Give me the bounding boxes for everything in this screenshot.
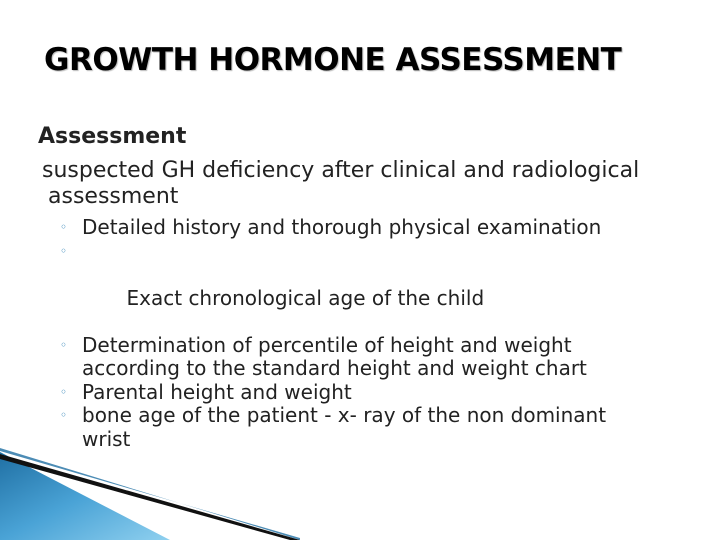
bullet-marker-icon: ◦ — [60, 384, 68, 399]
bullet-marker-icon: ◦ — [60, 220, 68, 234]
lead-text: suspected GH deficiency after clinical and radiological assessment — [42, 158, 640, 209]
bullet-item — [58, 216, 658, 240]
bullet-text: Parental height and weight — [82, 379, 352, 404]
section-heading: Assessment — [38, 124, 187, 149]
bullet-text: Determination of percentile of height and weight according to the standard height and weight chart — [82, 332, 587, 380]
bullet-item — [58, 381, 658, 405]
bullet-item — [58, 334, 658, 381]
bullet-marker-icon: ◦ — [60, 243, 68, 258]
bullet-list — [58, 216, 658, 451]
bullet-text: bone age of the patient - x- ray of the non dominant wrist — [82, 403, 607, 451]
bullet-item — [58, 240, 658, 334]
bullet-text: Detailed history and thorough physical examination — [82, 215, 602, 239]
bullet-text: Exact chronological age of the child — [120, 285, 485, 310]
bullet-marker-icon: ◦ — [60, 408, 68, 422]
corner-decoration — [0, 440, 300, 540]
slide-title: GROWTH HORMONE ASSESSMENT — [44, 42, 622, 78]
bullet-marker-icon: ◦ — [60, 337, 68, 352]
